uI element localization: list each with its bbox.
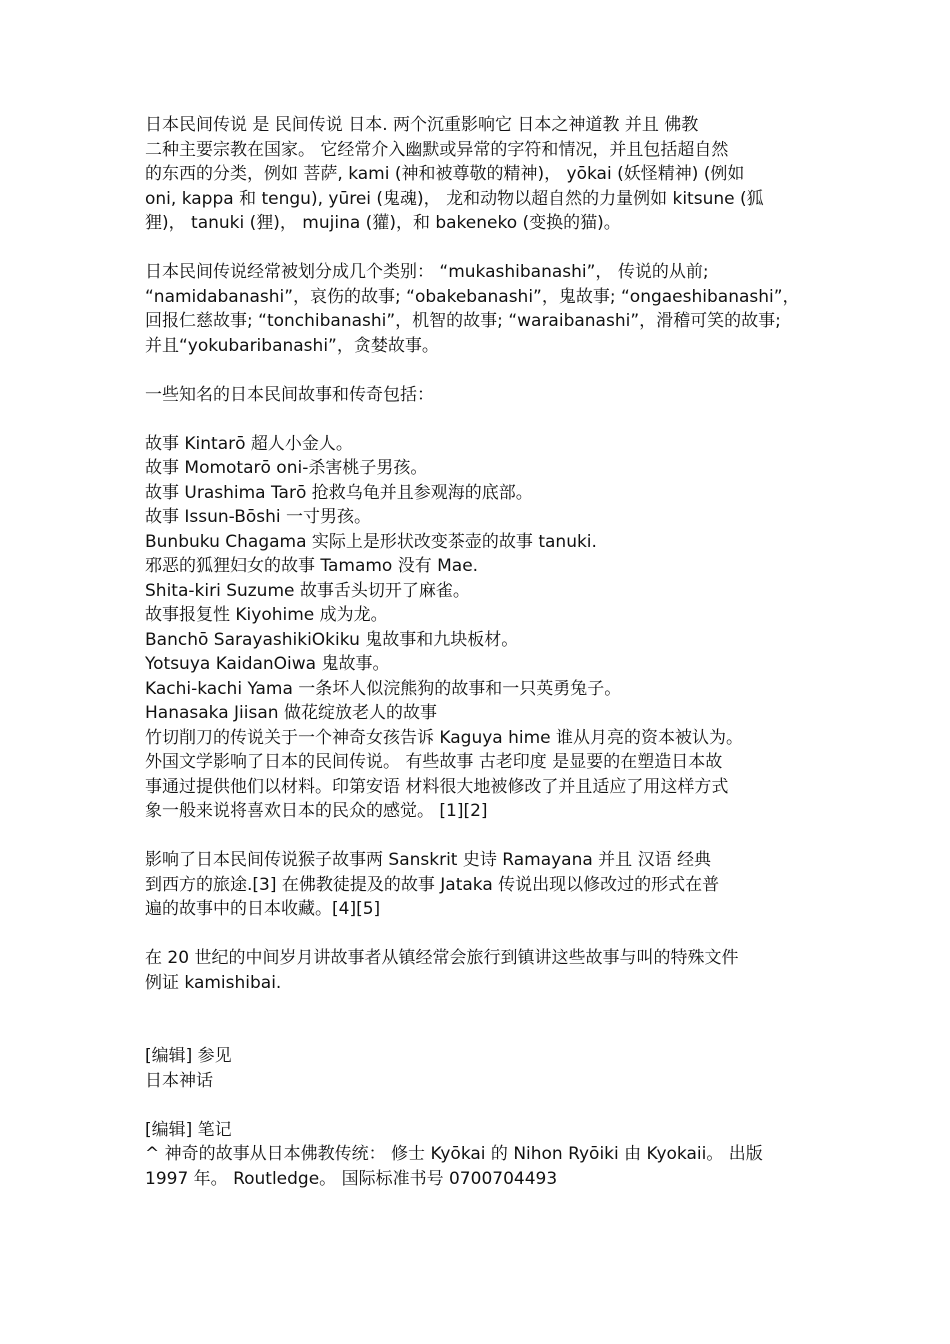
spacer — [145, 1093, 815, 1118]
spacer — [145, 824, 815, 849]
list-item: Banchō SarayashikiOkiku 鬼故事和九块板材。 — [145, 629, 519, 650]
list-item: 故事报复性 Kiyohime 成为龙。 — [145, 605, 388, 625]
list-item: Bunbuku Chagama 实际上是形状改变茶壶的故事 tanuki. — [145, 531, 597, 552]
spacer — [145, 358, 815, 383]
kamishibai-paragraph: 在 20 世纪的中间岁月讲故事者从镇经常会旅行到镇讲这些故事与叫的特殊文件 例证 kamishibai. — [145, 948, 739, 993]
spacer — [145, 236, 815, 261]
footnote-text: ^ 神奇的故事从日本佛教传统： 修士 Kyōkai 的 Nihon Ryōiki 由 Kyokaii。 出版 1997 年。 Routledge。 国际标准书号 0700704493 — [145, 1144, 763, 1189]
tales-intro: 一些知名的日本民间故事和传奇包括： — [145, 384, 434, 405]
foreign-influence-paragraph: 外国文学影响了日本的民间传说。 有些故事 古老印度 是显要的在塑造日本故 事通过提供他们以材料。印第安语 材料很大地被修改了并且适应了用这样方式 象一般来说将喜欢日本的民众的感觉。 [1][2] — [145, 752, 729, 821]
intro-paragraph: 日本民间传说 是 民间传说 日本. 两个沉重影响它 日本之神道教 并且 佛教 二种主要宗教在国家。 它经常介入幽默或异常的字符和情况，并且包括超自然 的东西的分类，例如 菩萨, kami (神和被尊敬的精神)， yōkai (妖怪精神) (例如 oni, kappa 和 tengu), yūrei (鬼魂)， 龙和动物以超自然的力量例如 kitsune (狐 狸)， tanuki (狸)， mujina (獾)，和 bakeneko (变换的猫)。 — [145, 115, 764, 233]
monkey-tale-paragraph: 影响了日本民间传说猴子故事两 Sanskrit 史诗 Ramayana 并且 汉语 经典 到西方的旅途.[3] 在佛教徒提及的故事 Jataka 传说出现以修改过的形式在普 遍的故事中的日本收藏。[4][5] — [145, 850, 720, 919]
see-also-link[interactable]: 日本神话 — [145, 1070, 213, 1091]
notes-heading: [编辑] 笔记 — [145, 1119, 232, 1140]
list-item: 故事 Urashima Tarō 抢救乌龟并且参观海的底部。 — [145, 482, 533, 503]
list-item: 邪恶的狐狸妇女的故事 Tamamo 没有 Mae. — [145, 556, 479, 576]
list-item: 故事 Issun-Bōshi 一寸男孩。 — [145, 507, 372, 527]
list-item: 竹切削刀的传说关于一个神奇女孩告诉 Kaguya hime 谁从月亮的资本被认为。 — [145, 727, 744, 748]
spacer — [145, 922, 815, 947]
list-item: 故事 Momotarō oni-杀害桃子男孩。 — [145, 458, 428, 478]
list-item: Kachi-kachi Yama 一条坏人似浣熊狗的故事和一只英勇兔子。 — [145, 678, 622, 699]
document-body — [145, 113, 815, 1191]
list-item: Hanasaka Jiisan 做花绽放老人的故事 — [145, 703, 437, 723]
spacer — [145, 995, 815, 1044]
tales-list — [145, 432, 815, 751]
categories-paragraph: 日本民间传说经常被划分成几个类别： “mukashibanashi”， 传说的从前; “namidabanashi”，哀伤的故事; “obakebanashi”，鬼故事; “ongaeshibanashi”， 回报仁慈故事; “tonchibanashi”，机智的故事; “waraibanashi”，滑稽可笑的故事; 并且“yokubaribanashi”，贪婪故事。 — [145, 262, 800, 356]
spacer — [145, 407, 815, 432]
list-item: 故事 Kintarō 超人小金人。 — [145, 433, 353, 454]
list-item: Yotsuya KaidanOiwa 鬼故事。 — [145, 654, 390, 674]
see-also-heading: [编辑] 参见 — [145, 1046, 232, 1066]
list-item: Shita-kiri Suzume 故事舌头切开了麻雀。 — [145, 580, 470, 601]
